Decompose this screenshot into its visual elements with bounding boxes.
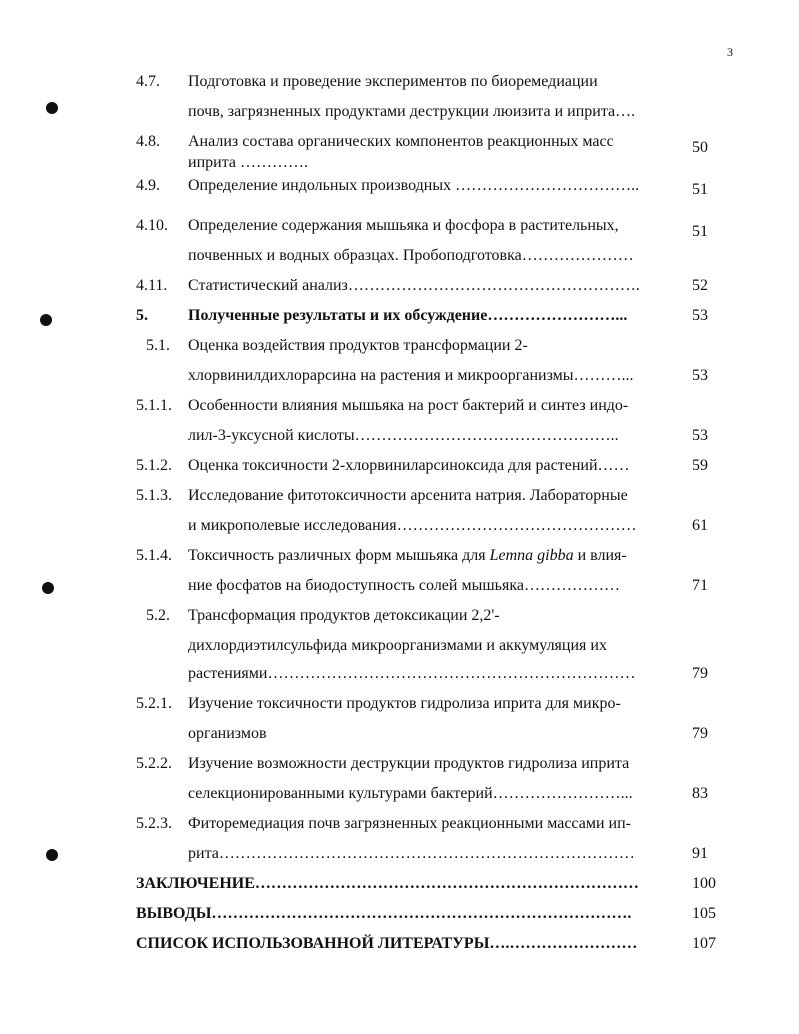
toc-number: 4.8. <box>136 133 160 150</box>
toc-entry-line: Изучение токсичности продуктов гидролиза иприта для микро- <box>188 695 621 712</box>
toc-entry-line: Полученные результаты и их обсуждение……………………... <box>188 307 628 324</box>
toc-page: 91 <box>692 845 708 862</box>
toc-entry-line: хлорвинилдихлорарсина на растения и микроорганизмы………... <box>188 367 634 384</box>
toc-page: 71 <box>692 577 708 594</box>
toc-entry-line: селекционированными культурами бактерий……………………... <box>188 785 633 802</box>
binder-hole-mark <box>46 102 58 114</box>
toc-entry-line: Определение содержания мышьяка и фосфора в растительных, <box>188 217 619 234</box>
toc-number: 5.1.4. <box>136 547 172 564</box>
toc-entry-line: организмов <box>188 725 267 742</box>
toc-page: 79 <box>692 725 708 742</box>
toc-entry-line: ние фосфатов на биодоступность солей мышьяка……………… <box>188 577 620 594</box>
toc-entry-line: Исследование фитотоксичности арсенита натрия. Лабораторные <box>188 487 628 504</box>
toc-entry-line: Оценка токсичности 2-хлорвиниларсиноксида для растений…… <box>188 457 630 474</box>
toc-entry-text: Токсичность различных форм мышьяка для <box>188 547 490 564</box>
toc-page: 59 <box>692 457 708 474</box>
toc-entry-line <box>188 546 627 566</box>
toc-page: 83 <box>692 785 708 802</box>
page-number: 3 <box>727 45 733 59</box>
toc-number: 5.1.3. <box>136 487 172 504</box>
binder-hole-mark <box>42 582 54 594</box>
toc-number: 5.2.3. <box>136 815 172 832</box>
toc-number: 5.2.1. <box>136 695 172 712</box>
toc-entry-line: иприта …………. <box>188 154 308 171</box>
toc-entry-line: Изучение возможности деструкции продуктов гидролиза иприта <box>188 755 630 772</box>
toc-number: 5.1.2. <box>136 457 172 474</box>
toc-page: 61 <box>692 517 708 534</box>
toc-entry-line: Статистический анализ………………………………………………. <box>188 277 640 294</box>
toc-entry-text: и влия- <box>573 547 627 564</box>
toc-entry-line: Анализ состава органических компонентов реакционных масс <box>188 133 614 150</box>
toc-page: 107 <box>692 935 716 952</box>
toc-number: 5. <box>136 307 148 324</box>
toc-entry-line: почв, загрязненных продуктами деструкции люизита и иприта…. <box>188 103 636 120</box>
toc-page: 100 <box>692 875 716 892</box>
toc-conclusion: ЗАКЛЮЧЕНИЕ……………………………………………………………… <box>136 875 639 892</box>
toc-entry-line: Фиторемедиация почв загрязненных реакционными массами ип- <box>188 815 631 832</box>
binder-hole-mark <box>40 314 52 326</box>
toc-entry-line: растениями…………………………………………………………… <box>188 665 636 682</box>
toc-page: 51 <box>692 181 708 198</box>
toc-number: 5.2. <box>146 607 170 624</box>
toc-references: СПИСОК ИСПОЛЬЗОВАННОЙ ЛИТЕРАТУРЫ….…………………… <box>136 935 638 952</box>
toc-entry-line: дихлордиэтилсульфида микроорганизмами и аккумуляция их <box>188 637 607 654</box>
toc-entry-line: рита…………………………………………………………………… <box>188 845 635 862</box>
toc-number: 4.11. <box>136 277 168 294</box>
toc-page: 105 <box>692 905 716 922</box>
toc-entry-line: лил-3-уксусной кислоты………………………………………….. <box>188 427 619 444</box>
toc-number: 5.1. <box>146 337 170 354</box>
toc-entry-line: Оценка воздействия продуктов трансформации 2- <box>188 337 528 354</box>
species-name: Lemna gibba <box>489 547 574 564</box>
toc-page: 79 <box>692 665 708 682</box>
toc-page: 53 <box>692 427 708 444</box>
toc-entry-line: и микрополевые исследования……………………………………… <box>188 517 637 534</box>
toc-page: 53 <box>692 367 708 384</box>
toc-number: 4.10. <box>136 217 168 234</box>
toc-number: 5.1.1. <box>136 397 172 414</box>
toc-page: 51 <box>692 223 708 240</box>
toc-number: 5.2.2. <box>136 755 172 772</box>
toc-number: 4.7. <box>136 73 160 90</box>
toc-page: 50 <box>692 139 708 156</box>
toc-page: 53 <box>692 307 708 324</box>
toc-findings: ВЫВОДЫ……………………………………………………………………. <box>136 905 632 922</box>
toc-entry-line: Подготовка и проведение экспериментов по биоремедиации <box>188 73 598 90</box>
toc-entry-line: Определение индольных производных …………………………….. <box>188 177 640 194</box>
toc-page: 52 <box>692 277 708 294</box>
binder-hole-mark <box>46 849 58 861</box>
toc-entry-line: почвенных и водных образцах. Пробоподготовка………………… <box>188 247 634 264</box>
toc-entry-line: Особенности влияния мышьяка на рост бактерий и синтез индо- <box>188 397 629 414</box>
toc-entry-line: Трансформация продуктов детоксикации 2,2'- <box>188 607 500 624</box>
toc-number: 4.9. <box>136 177 160 194</box>
